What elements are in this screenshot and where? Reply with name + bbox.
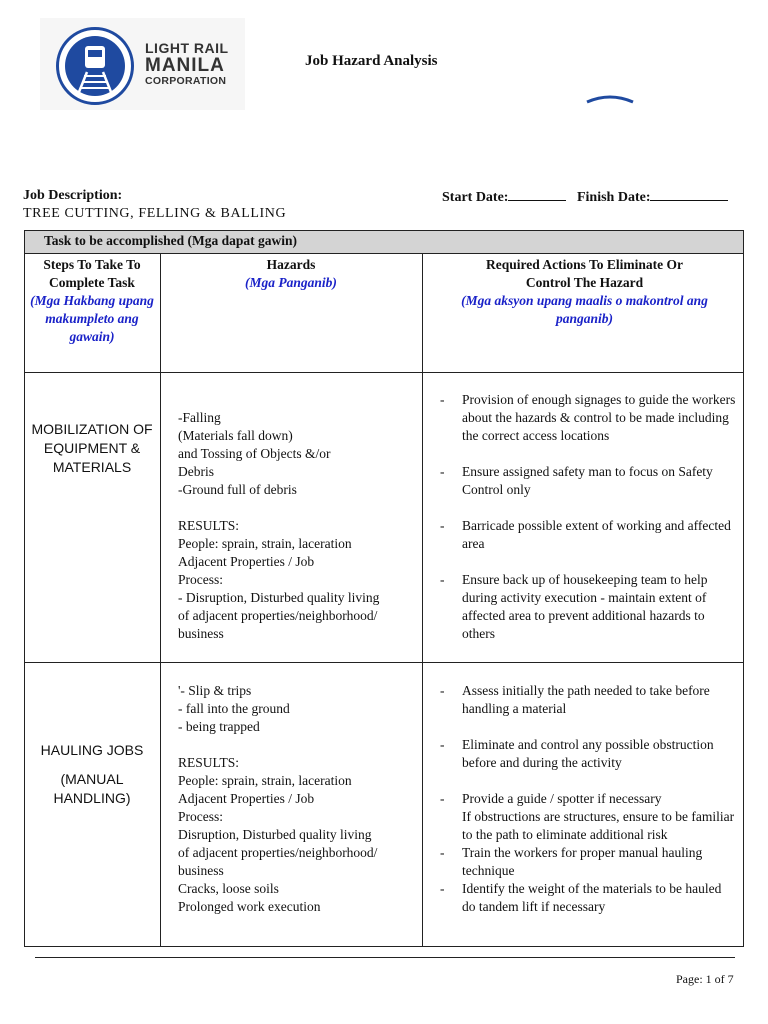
- action-item: - Eliminate and control any possible obstruction before and during the activity: [440, 736, 738, 772]
- action-item: - Train the workers for proper manual hauling technique: [440, 844, 738, 880]
- logo-line-3: CORPORATION: [145, 75, 227, 87]
- action-item: - Provide a guide / spotter if necessary: [440, 790, 738, 808]
- logo-line-1: LIGHT RAIL: [145, 40, 229, 56]
- actions-hauling: [440, 682, 738, 916]
- action-item: - Assess initially the path needed to take before handling a material: [440, 682, 738, 718]
- task-bar: [24, 230, 744, 254]
- step-hauling: HAULING JOBS: [40, 742, 144, 758]
- steps-column-header: [26, 256, 158, 346]
- action-item: - Barricade possible extent of working and affected area: [440, 517, 738, 553]
- task-bar-label: Task to be accomplished (Mga dapat gawin): [44, 233, 298, 248]
- lrmc-logo-icon: [56, 27, 134, 105]
- action-item: - Identify the weight of the materials to be hauled do tandem lift if necessary: [440, 880, 738, 916]
- hazards-column-header: [162, 256, 420, 292]
- row-divider: [24, 372, 744, 373]
- logo-line-2: MANILA: [145, 55, 225, 76]
- date-fields: [442, 188, 728, 206]
- start-date-label: Start Date:: [442, 190, 509, 205]
- job-description-value: TREE CUTTING, FELLING & BALLING: [23, 206, 287, 221]
- job-description-label: Job Description:: [23, 188, 123, 203]
- document-title: Job Hazard Analysis: [305, 53, 438, 69]
- actions-mobilization: [440, 391, 738, 643]
- finish-date-blank[interactable]: [650, 188, 728, 201]
- hazards-header-title: Hazards: [266, 257, 316, 272]
- step-hauling-sub: (MANUAL HANDLING): [53, 771, 131, 806]
- action-item: - Ensure assigned safety man to focus on Safety Control only: [440, 463, 738, 499]
- page-number: Page: 1 of 7: [676, 972, 734, 986]
- hazards-mobilization: -Falling (Materials fall down) and Tossing of Objects &/or Debris -Ground full of debris RESULTS: People: sprain, strain, laceration Adjacent Properties / Job Process: - Disruption, Disturbed quality living of adjacent properties/neighborhood/ business: [178, 410, 380, 641]
- actions-header-subtitle: (Mga aksyon upang maalis o makontrol ang panganib): [461, 293, 708, 326]
- row-divider: [24, 662, 744, 663]
- actions-column-header: [432, 256, 737, 328]
- action-item: If obstructions are structures, ensure to be familiar to the path to eliminate additional risk: [462, 809, 735, 842]
- column-divider: [160, 254, 161, 947]
- step-mobilization: MOBILIZATION OF EQUIPMENT & MATERIALS: [31, 421, 153, 475]
- steps-header-subtitle: (Mga Hakbang upang makumpleto ang gawain): [30, 293, 154, 344]
- hazards-header-subtitle: (Mga Panganib): [245, 275, 337, 290]
- column-divider: [422, 254, 423, 947]
- actions-header-title: Required Actions To Eliminate Or Control The Hazard: [485, 257, 684, 290]
- steps-header-title: Steps To Take To Complete Task: [43, 257, 141, 290]
- logo-wordmark: [145, 41, 229, 87]
- action-item: - Ensure back up of housekeeping team to help during activity execution - maintain extent of affected area to prevent additional hazards to others: [440, 571, 738, 643]
- decorative-arc: [585, 94, 635, 104]
- footer-divider: [35, 957, 735, 958]
- hazards-hauling: '- Slip & trips - fall into the ground - being trapped RESULTS: People: sprain, strain, laceration Adjacent Properties / Job Process: Disruption, Disturbed quality living of adjacent properties/neighborhood/ business Cracks, loose soils Prolonged work execution: [178, 683, 378, 914]
- start-date-blank[interactable]: [508, 188, 566, 201]
- action-item: - Provision of enough signages to guide the workers about the hazards & control to be made including the correct access locations: [440, 391, 738, 445]
- finish-date-label: Finish Date:: [576, 190, 651, 205]
